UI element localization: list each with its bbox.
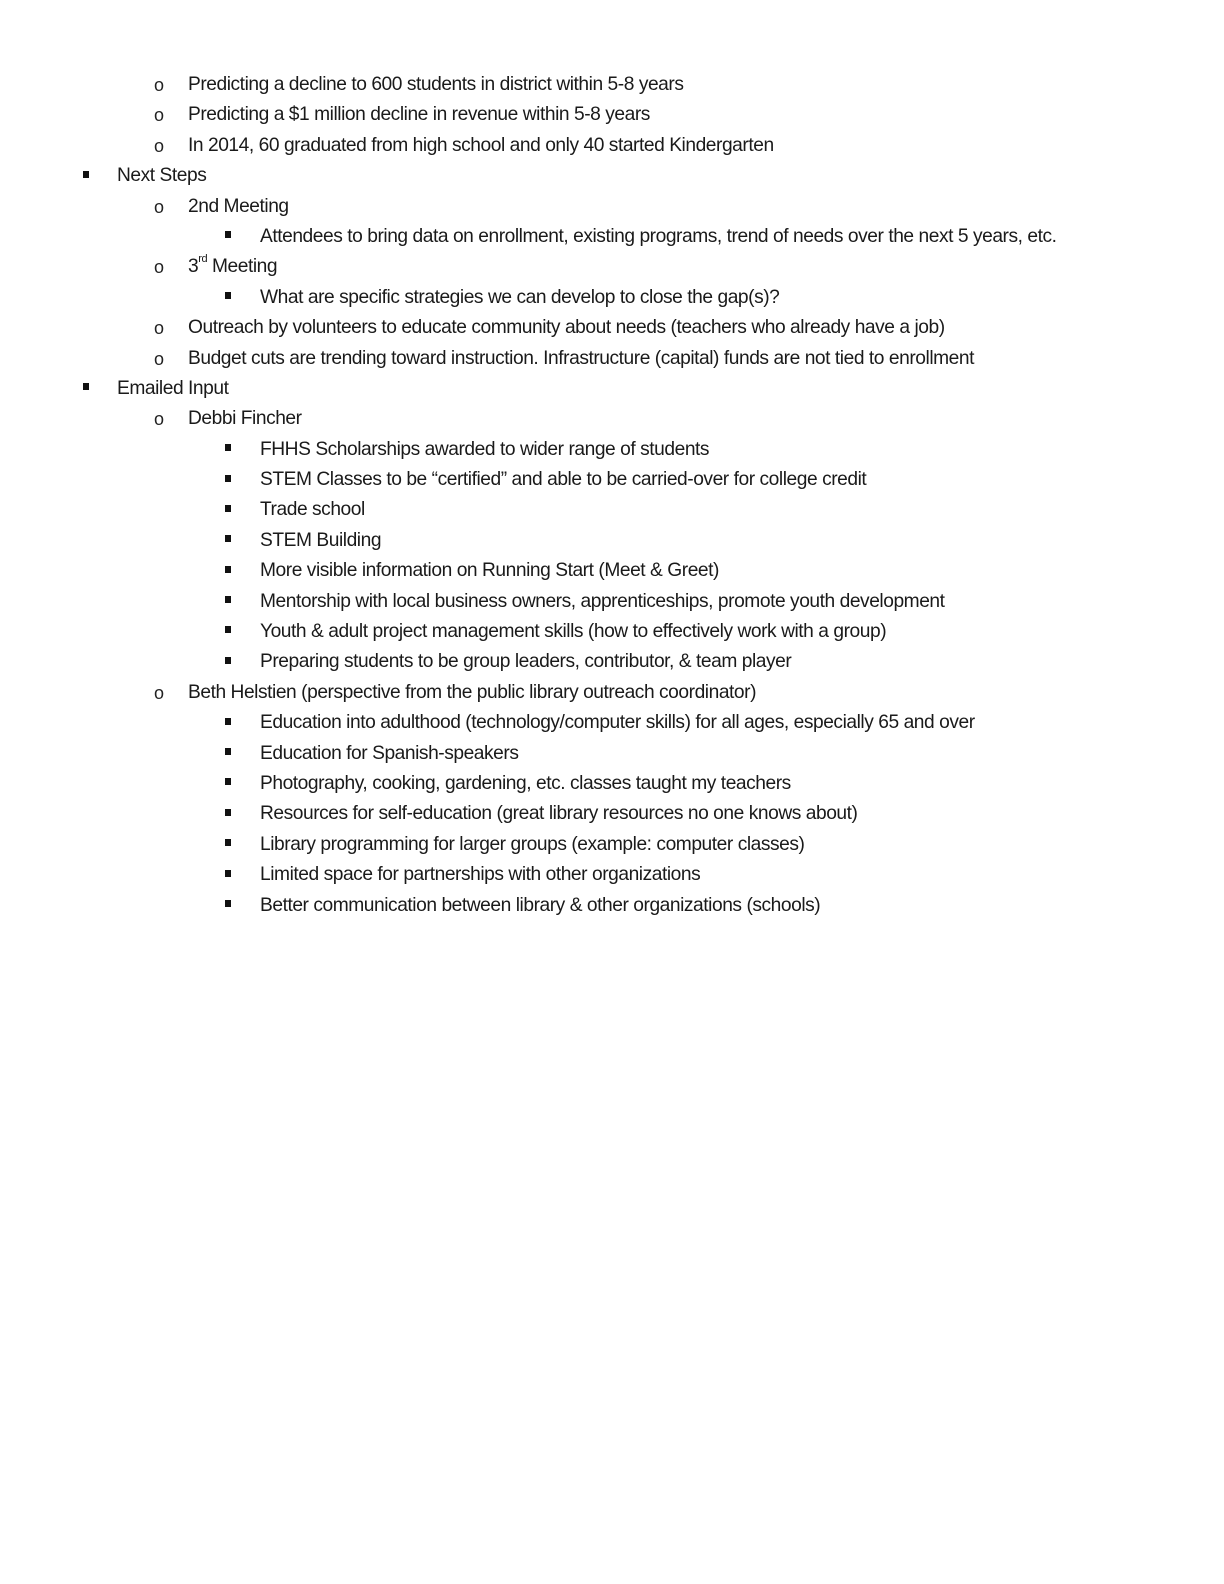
list-item-text: Education into adulthood (technology/computer skills) for all ages, especially 65 and over bbox=[260, 712, 975, 734]
list-item-text: More visible information on Running Start (Meet & Greet) bbox=[260, 560, 719, 582]
list-item-text-rest: Meeting bbox=[207, 256, 278, 278]
list-item-level-3 bbox=[0, 799, 1224, 829]
circle-bullet-icon: o bbox=[154, 105, 164, 126]
list-item-text: STEM Classes to be “certified” and able to be carried-over for college credit bbox=[260, 469, 867, 491]
list-item-level-2 bbox=[0, 70, 1224, 100]
square-bullet-icon bbox=[225, 708, 231, 738]
list-item-level-3 bbox=[0, 830, 1224, 860]
square-bullet-shape bbox=[225, 657, 231, 664]
list-item-level-3 bbox=[0, 222, 1224, 252]
list-item-text: Limited space for partnerships with other organizations bbox=[260, 864, 701, 886]
list-item-text: Education for Spanish-speakers bbox=[260, 742, 519, 764]
list-item-level-3 bbox=[0, 617, 1224, 647]
square-bullet-shape bbox=[83, 383, 89, 390]
list-item-text: Emailed Input bbox=[117, 377, 229, 399]
list-item-level-3 bbox=[0, 587, 1224, 617]
square-bullet-shape bbox=[225, 748, 231, 755]
list-item-level-2 bbox=[0, 404, 1224, 434]
list-item-level-1 bbox=[0, 161, 1224, 191]
square-bullet-shape bbox=[83, 171, 89, 178]
list-item-level-2 bbox=[0, 252, 1224, 282]
list-item-level-3 bbox=[0, 465, 1224, 495]
square-bullet-icon bbox=[225, 587, 231, 617]
square-bullet-icon bbox=[225, 526, 231, 556]
square-bullet-shape bbox=[225, 566, 231, 573]
square-bullet-icon bbox=[225, 556, 231, 586]
list-item-level-2 bbox=[0, 678, 1224, 708]
circle-bullet-icon: o bbox=[154, 257, 164, 278]
list-item-text bbox=[188, 252, 277, 282]
list-item-text: STEM Building bbox=[260, 529, 382, 551]
square-bullet-icon bbox=[83, 161, 89, 191]
list-item-text: Debbi Fincher bbox=[188, 408, 302, 430]
list-item-text: Trade school bbox=[260, 499, 365, 521]
square-bullet-icon bbox=[225, 283, 231, 313]
list-item-text: Mentorship with local business owners, apprenticeships, promote youth development bbox=[260, 590, 945, 612]
list-item-level-2 bbox=[0, 192, 1224, 222]
list-item-text: In 2014, 60 graduated from high school and only 40 started Kindergarten bbox=[188, 134, 774, 156]
list-item-level-2 bbox=[0, 344, 1224, 374]
list-item-text: FHHS Scholarships awarded to wider range of students bbox=[260, 438, 710, 460]
ordinal-number: 3 bbox=[188, 256, 199, 278]
square-bullet-icon bbox=[225, 739, 231, 769]
square-bullet-icon bbox=[83, 374, 89, 404]
square-bullet-icon bbox=[225, 891, 231, 921]
list-item-text: Preparing students to be group leaders, contributor, & team player bbox=[260, 651, 792, 673]
square-bullet-shape bbox=[225, 839, 231, 846]
list-item-text: Next Steps bbox=[117, 165, 207, 187]
square-bullet-icon bbox=[225, 435, 231, 465]
list-item-level-3 bbox=[0, 283, 1224, 313]
list-item-text: Library programming for larger groups (example: computer classes) bbox=[260, 833, 805, 855]
square-bullet-shape bbox=[225, 900, 231, 907]
circle-bullet-icon: o bbox=[154, 75, 164, 95]
list-item-level-3 bbox=[0, 891, 1224, 921]
circle-bullet-icon: o bbox=[154, 135, 164, 156]
circle-bullet-icon: o bbox=[154, 682, 164, 703]
list-item-level-2 bbox=[0, 100, 1224, 130]
square-bullet-icon bbox=[225, 222, 231, 252]
list-item-text: Photography, cooking, gardening, etc. classes taught my teachers bbox=[260, 772, 791, 794]
square-bullet-shape bbox=[225, 718, 231, 725]
list-item-text: Budget cuts are trending toward instruction. Infrastructure (capital) funds are not tied to enrollment bbox=[188, 347, 974, 369]
square-bullet-icon bbox=[225, 647, 231, 677]
square-bullet-shape bbox=[225, 626, 231, 633]
square-bullet-icon bbox=[225, 617, 231, 647]
list-item-level-2 bbox=[0, 313, 1224, 343]
list-item-level-3 bbox=[0, 495, 1224, 525]
list-item-level-1 bbox=[0, 374, 1224, 404]
list-item-level-3 bbox=[0, 769, 1224, 799]
list-item-level-3 bbox=[0, 739, 1224, 769]
list-item-level-3 bbox=[0, 647, 1224, 677]
list-item-level-3 bbox=[0, 860, 1224, 890]
list-item-level-3 bbox=[0, 435, 1224, 465]
list-item-text: Outreach by volunteers to educate community about needs (teachers who already have a job) bbox=[188, 317, 945, 339]
list-item-level-3 bbox=[0, 708, 1224, 738]
list-item-level-3 bbox=[0, 526, 1224, 556]
list-item-text: Predicting a decline to 600 students in district within 5-8 years bbox=[188, 74, 684, 95]
list-item-text: Better communication between library & other organizations (schools) bbox=[260, 894, 821, 916]
square-bullet-icon bbox=[225, 830, 231, 860]
list-item-text: Resources for self-education (great library resources no one knows about) bbox=[260, 803, 858, 825]
list-item-level-3 bbox=[0, 556, 1224, 586]
square-bullet-shape bbox=[225, 444, 231, 451]
circle-bullet-icon: o bbox=[154, 318, 164, 339]
square-bullet-shape bbox=[225, 292, 231, 299]
square-bullet-shape bbox=[225, 535, 231, 542]
list-item-text: What are specific strategies we can develop to close the gap(s)? bbox=[260, 286, 780, 308]
square-bullet-icon bbox=[225, 769, 231, 799]
circle-bullet-icon: o bbox=[154, 196, 164, 217]
document-body bbox=[0, 70, 1224, 921]
ordinal-suffix: rd bbox=[198, 252, 208, 265]
square-bullet-shape bbox=[225, 870, 231, 877]
square-bullet-icon bbox=[225, 465, 231, 495]
list-item-text: Attendees to bring data on enrollment, existing programs, trend of needs over the next 5 years, etc. bbox=[260, 225, 1057, 247]
square-bullet-shape bbox=[225, 596, 231, 603]
circle-bullet-icon: o bbox=[154, 409, 164, 430]
circle-bullet-icon: o bbox=[154, 348, 164, 369]
list-item-text: Youth & adult project management skills (how to effectively work with a group) bbox=[260, 621, 887, 643]
square-bullet-shape bbox=[225, 475, 231, 482]
list-item-text: Beth Helstien (perspective from the public library outreach coordinator) bbox=[188, 681, 757, 703]
square-bullet-shape bbox=[225, 778, 231, 785]
list-item-level-2 bbox=[0, 131, 1224, 161]
list-item-text: Predicting a $1 million decline in revenue within 5-8 years bbox=[188, 104, 650, 126]
square-bullet-shape bbox=[225, 505, 231, 512]
square-bullet-shape bbox=[225, 809, 231, 816]
list-item-text: 2nd Meeting bbox=[188, 195, 289, 217]
square-bullet-icon bbox=[225, 495, 231, 525]
square-bullet-shape bbox=[225, 231, 231, 238]
square-bullet-icon bbox=[225, 860, 231, 890]
square-bullet-icon bbox=[225, 799, 231, 829]
